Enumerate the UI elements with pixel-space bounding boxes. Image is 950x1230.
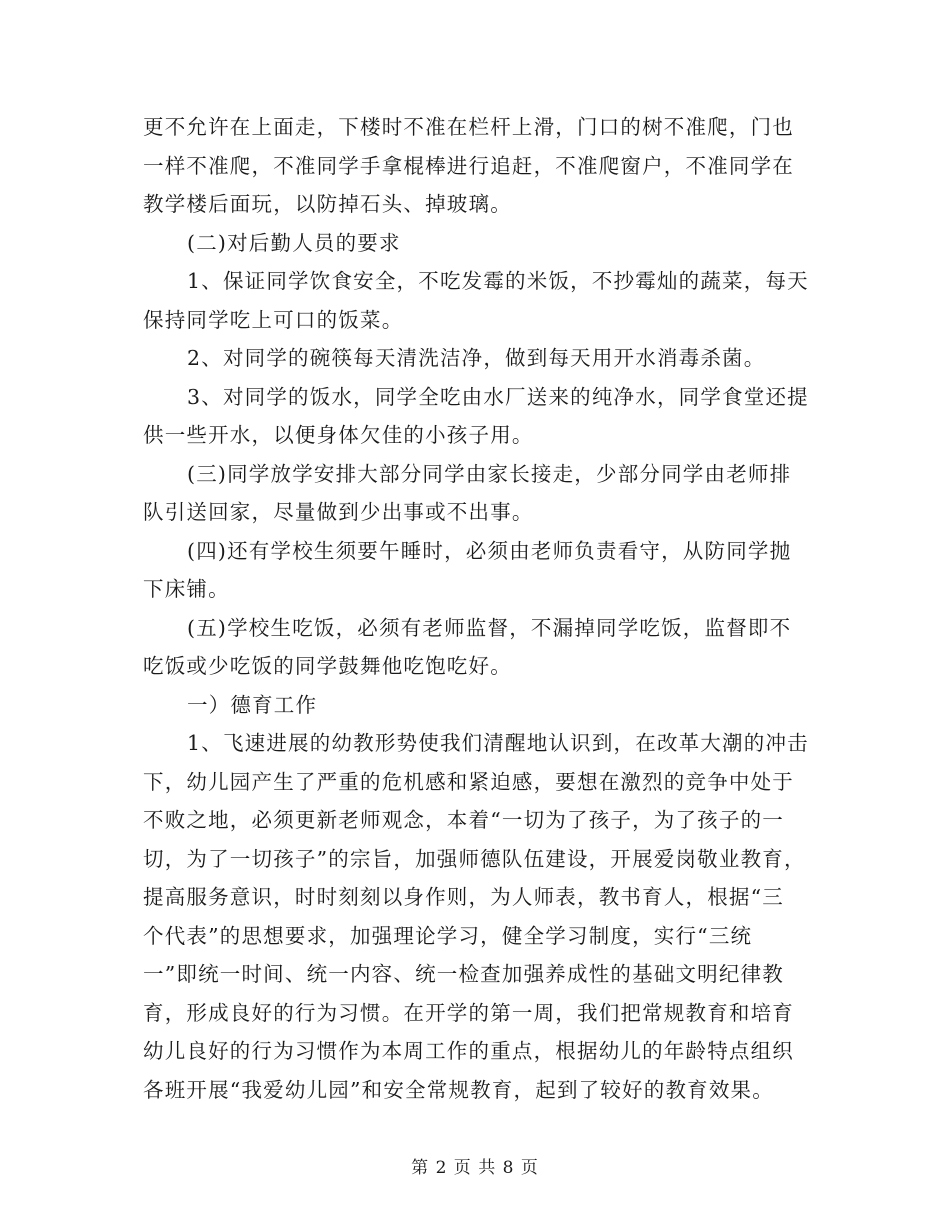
text-line: 提高服务意识，时时刻刻以身作则，为人师表，教书育人，根据“三 [143, 885, 784, 909]
text-line: 2、对同学的碗筷每天清洗洁净，做到每天用开水消毒杀菌。 [187, 346, 766, 370]
text-line: 1、飞速进展的幼教形势使我们清醒地认识到，在改革大潮的冲击 [187, 731, 809, 755]
text-line: 保持同学吃上可口的饭菜。 [143, 307, 404, 332]
text-line: 教学楼后面玩，以防掉石头、掉玻璃。 [143, 192, 512, 216]
text-line: (四)还有学校生须要午睡时，必须由老师负责看守，从防同学抛 [187, 538, 792, 563]
text-line: 下，幼儿园产生了严重的危机感和紧迫感，要想在激烈的竞争中处于 [143, 769, 794, 794]
text-line: 一”即统一时间、统一内容、统一检查加强养成性的基础文明纪律教 [143, 962, 784, 986]
text-line: 吃饭或少吃饭的同学鼓舞他吃饱吃好。 [143, 654, 512, 678]
text-line: 各班开展“我爱幼儿园”和安全常规教育，起到了较好的教育效果。 [143, 1077, 774, 1102]
page-footer: 第 2 页 共 8 页 [411, 1158, 539, 1178]
text-line: 供一些开水，以便身体欠佳的小孩子用。 [143, 423, 534, 447]
text-line: 队引送回家，尽量做到少出事或不出事。 [143, 500, 534, 524]
text-line: 幼儿良好的行为习惯作为本周工作的重点，根据幼儿的年龄特点组织 [143, 1039, 794, 1063]
text-line: 个代表”的思想要求，加强理论学习，健全学习制度，实行“三统 [143, 923, 753, 948]
text-line: (二)对后勤人员的要求 [187, 230, 401, 255]
text-line: 3、对同学的饭水，同学全吃由水厂送来的纯净水，同学食堂还提 [187, 384, 809, 409]
text-line: 切，为了一切孩子”的宗旨，加强师德队伍建设，开展爱岗敬业教育， [143, 846, 806, 871]
text-line: 1、保证同学饮食安全，不吃发霉的米饭，不抄霉灿的蔬菜，每天 [187, 269, 809, 293]
text-line: 一）德育工作 [187, 692, 318, 717]
text-line: (三)同学放学安排大部分同学由家长接走，少部分同学由老师排 [187, 461, 792, 486]
text-line: 下床铺。 [143, 577, 230, 601]
document-body [143, 108, 813, 1109]
text-line: 一样不准爬，不准同学手拿棍棒进行追赶，不准爬窗户，不准同学在 [143, 153, 794, 178]
text-line: 更不允许在上面走，下楼时不准在栏杆上滑，门口的树不准爬，门也 [143, 115, 794, 139]
text-line: 不败之地，必须更新老师观念，本着“一切为了孩子，为了孩子的一 [143, 808, 784, 832]
text-line: (五)学校生吃饭，必须有老师监督，不漏掉同学吃饭，监督即不 [187, 615, 792, 640]
text-line: 育，形成良好的行为习惯。在开学的第一周，我们把常规教育和培育 [143, 1000, 794, 1025]
